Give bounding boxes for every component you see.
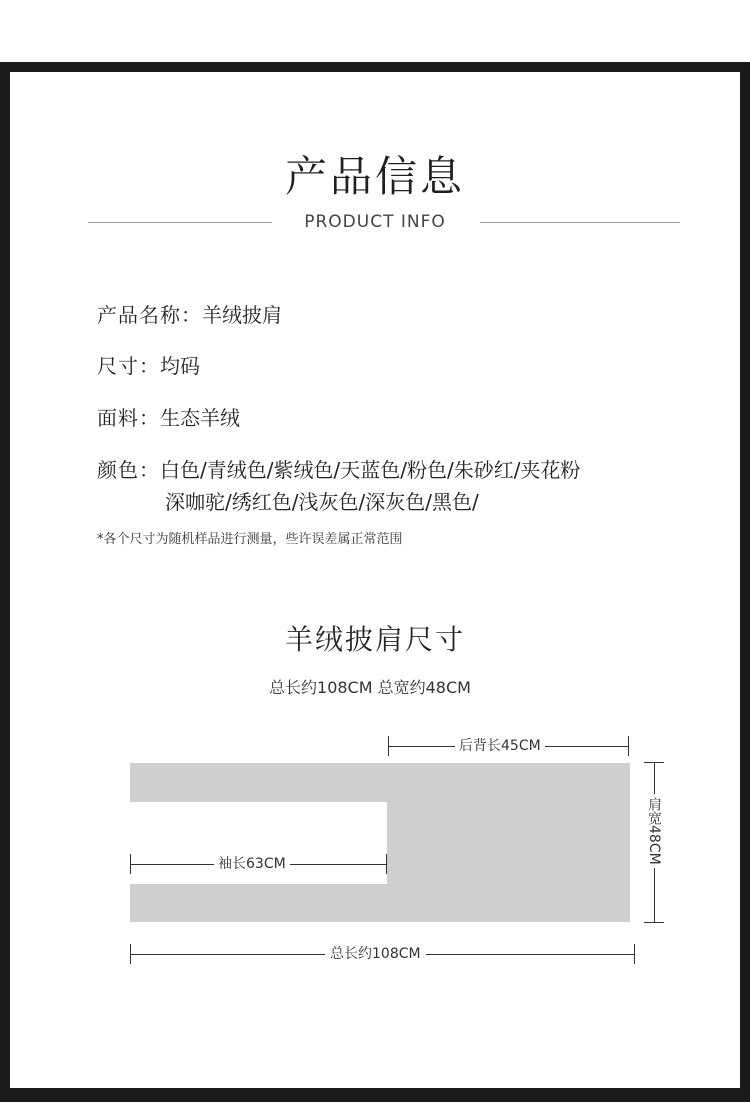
color-value-line1: 白色/青绒色/紫绒色/天蓝色/粉色/朱砂红/夹花粉 bbox=[160, 458, 581, 482]
info-size bbox=[97, 350, 200, 379]
info-product-name bbox=[97, 299, 282, 328]
total-length-label: 总长约108CM bbox=[325, 945, 426, 963]
size-value: 均码 bbox=[160, 354, 200, 378]
sleeve-length-label: 袖长63CM bbox=[214, 855, 290, 873]
shawl-bottom-band bbox=[130, 884, 630, 922]
back-length-tick-right bbox=[628, 736, 629, 756]
shoulder-width-label: 肩宽48CM bbox=[645, 794, 663, 868]
fabric-value: 生态羊绒 bbox=[160, 406, 240, 430]
shawl-top-band bbox=[130, 763, 630, 802]
size-label: 尺寸： bbox=[97, 354, 160, 378]
size-chart-title: 羊绒披肩尺寸 bbox=[284, 623, 465, 656]
total-length-tick-right bbox=[634, 944, 635, 964]
fabric-label: 面料： bbox=[97, 406, 160, 430]
sleeve-length-tick-right bbox=[386, 854, 387, 874]
back-length-label: 后背长45CM bbox=[455, 737, 545, 755]
measurement-note: *各个尺寸为随机样品进行测量，些许误差属正常范围 bbox=[97, 532, 403, 547]
product-name-value: 羊绒披肩 bbox=[202, 303, 282, 327]
shoulder-width-tick-bottom bbox=[644, 922, 664, 923]
page-subtitle: PRODUCT INFO bbox=[304, 212, 446, 232]
shawl-back-panel bbox=[387, 802, 630, 884]
title-divider-right bbox=[480, 222, 680, 223]
color-label: 颜色： bbox=[97, 458, 160, 482]
page-title: 产品信息 bbox=[284, 152, 465, 201]
color-value-line2: 深咖驼/绣红色/浅灰色/深灰色/黑色/ bbox=[165, 490, 479, 514]
product-name-label: 产品名称： bbox=[97, 303, 202, 327]
info-color bbox=[97, 454, 580, 483]
info-fabric bbox=[97, 402, 240, 431]
size-chart-summary: 总长约108CM 总宽约48CM bbox=[269, 678, 471, 697]
